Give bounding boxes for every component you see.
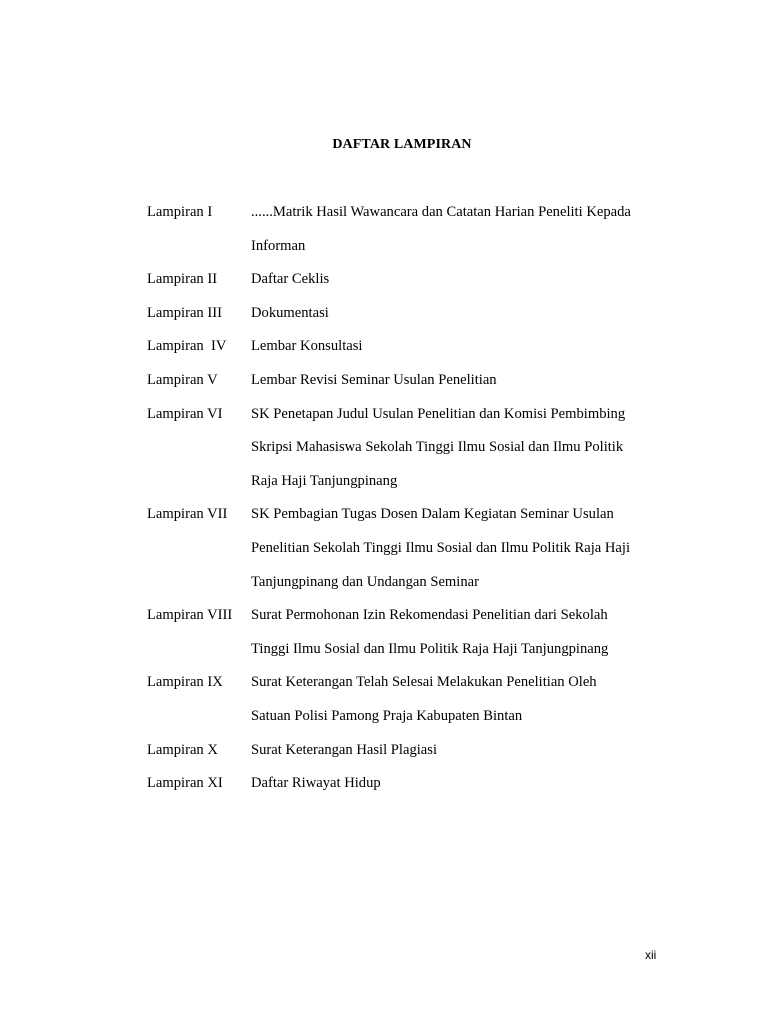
- appendix-description: [251, 364, 677, 398]
- appendix-description-line: Surat Keterangan Telah Selesai Melakukan Penelitian Oleh: [251, 674, 597, 691]
- appendix-description-line: Raja Haji Tanjungpinang: [251, 472, 398, 489]
- page-title: DAFTAR LAMPIRAN: [332, 137, 472, 152]
- appendix-entry: [147, 599, 677, 666]
- appendix-label: Lampiran II: [147, 271, 218, 288]
- appendix-label: Lampiran VI: [147, 405, 223, 422]
- appendix-description-line: Lembar Revisi Seminar Usulan Penelitian: [251, 371, 497, 388]
- appendix-description-line: Surat Permohonan Izin Rekomendasi Penelitian dari Sekolah: [251, 607, 608, 624]
- appendix-label: Lampiran IV: [147, 338, 227, 355]
- appendix-description: [251, 330, 677, 364]
- appendix-description: [251, 263, 677, 297]
- appendix-description-line: Dokumentasi: [251, 304, 329, 321]
- appendix-entry: [147, 297, 677, 331]
- appendix-description: [251, 767, 677, 801]
- appendix-label: Lampiran IX: [147, 674, 223, 691]
- appendix-label: Lampiran VIII: [147, 607, 233, 624]
- appendix-description-line: Lembar Konsultasi: [251, 338, 363, 355]
- appendix-entry: [147, 330, 677, 364]
- appendix-description-line: Skripsi Mahasiswa Sekolah Tinggi Ilmu Sosial dan Ilmu Politik: [251, 439, 624, 456]
- appendix-description-line: Informan: [251, 237, 306, 254]
- appendix-description: [251, 599, 677, 666]
- appendix-description-line: SK Pembagian Tugas Dosen Dalam Kegiatan Seminar Usulan: [251, 506, 614, 523]
- appendix-entry: [147, 498, 677, 599]
- appendix-description-line: Penelitian Sekolah Tinggi Ilmu Sosial dan Ilmu Politik Raja Haji: [251, 539, 631, 556]
- appendix-entry: [147, 263, 677, 297]
- appendix-description-line: Tinggi Ilmu Sosial dan Ilmu Politik Raja Haji Tanjungpinang: [251, 640, 609, 657]
- page-number: xii: [645, 948, 657, 962]
- appendix-description-line: Satuan Polisi Pamong Praja Kabupaten Bintan: [251, 707, 523, 724]
- appendix-description: [251, 398, 677, 499]
- appendix-entry: [147, 398, 677, 499]
- appendix-description: [251, 498, 677, 599]
- appendix-entry: [147, 364, 677, 398]
- appendix-description-line: Daftar Ceklis: [251, 271, 330, 288]
- appendix-label: Lampiran XI: [147, 775, 223, 792]
- appendix-description-line: Surat Keterangan Hasil Plagiasi: [251, 741, 438, 758]
- appendix-description: [251, 666, 677, 733]
- appendix-label: Lampiran V: [147, 371, 218, 388]
- appendix-label: Lampiran VII: [147, 506, 228, 523]
- appendix-label: Lampiran X: [147, 741, 218, 758]
- appendix-description: [251, 196, 677, 263]
- appendix-description-line: Daftar Riwayat Hidup: [251, 775, 381, 792]
- appendix-description: [251, 734, 677, 768]
- appendix-label: Lampiran III: [147, 304, 222, 321]
- appendix-entry: [147, 666, 677, 733]
- appendix-description-line: Tanjungpinang dan Undangan Seminar: [251, 573, 479, 590]
- appendix-entry: [147, 734, 677, 768]
- appendix-entry: [147, 196, 677, 263]
- appendix-entry: [147, 767, 677, 801]
- appendix-description: [251, 297, 677, 331]
- appendix-description-line: ......Matrik Hasil Wawancara dan Catatan Harian Peneliti Kepada: [251, 204, 631, 220]
- appendix-list: [147, 196, 677, 801]
- appendix-label: Lampiran I: [147, 204, 213, 220]
- appendix-description-line: SK Penetapan Judul Usulan Penelitian dan Komisi Pembimbing: [251, 405, 626, 422]
